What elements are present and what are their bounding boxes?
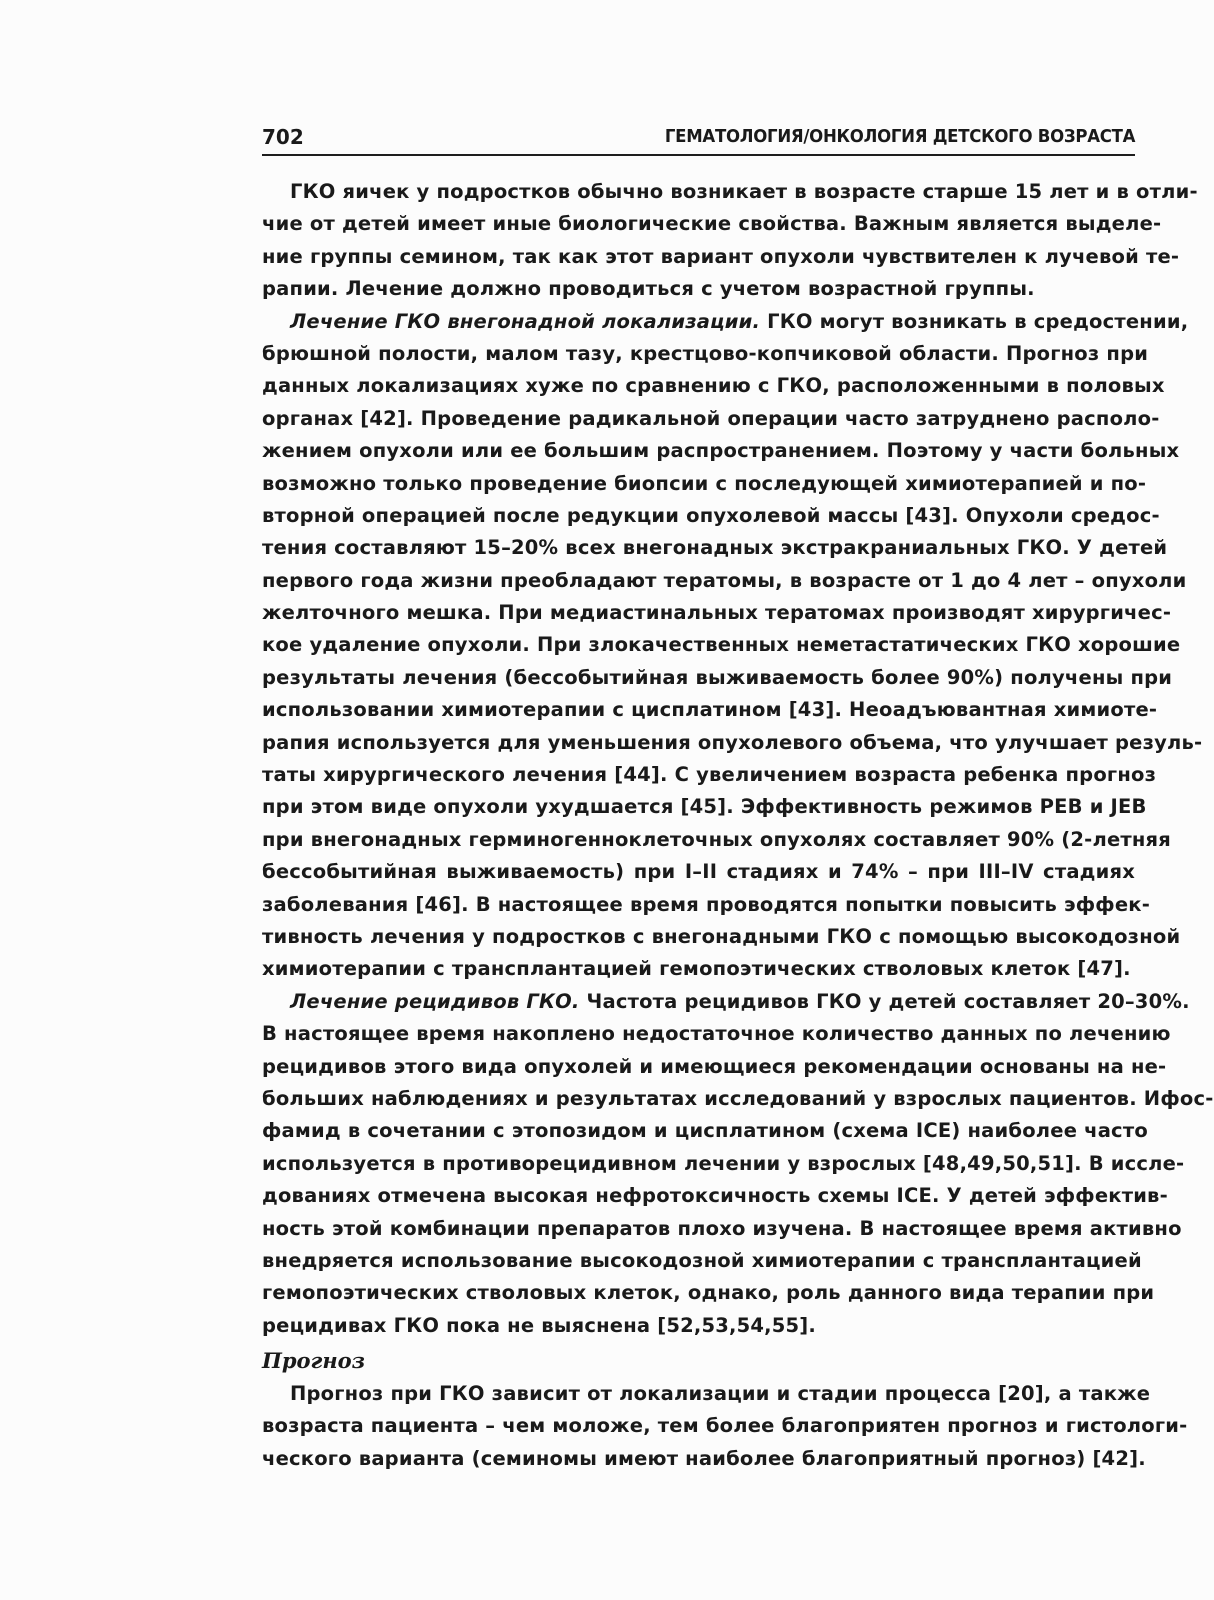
text-line: ность этой комбинации препаратов плохо изучена. В настоящее время активно: [262, 1216, 1182, 1240]
text-line: В настоящее время накоплено недостаточное количество данных по лечению: [262, 1022, 1171, 1046]
text-line: бессобытийная выживаемость) при I–II стадиях и 74% – при III–IV стадиях: [262, 860, 1135, 884]
text-line: кое удаление опухоли. При злокачественных неметастатических ГКО хорошие: [262, 633, 1181, 657]
text-line: фамид в сочетании с этопозидом и цисплатином (схема ICE) наиболее часто: [262, 1119, 1148, 1143]
paragraph-lead: Лечение ГКО внегонадной локализации.: [290, 309, 761, 333]
text-line: [262, 306, 1189, 338]
text-line: используется в противорецидивном лечении у взрослых [48,49,50,51]. В иссле-: [262, 1151, 1185, 1175]
text-line: больших наблюдениях и результатах исследований у взрослых пациентов. Ифос-: [262, 1086, 1214, 1110]
text-line: первого года жизни преобладают тератомы, в возрасте от 1 до 4 лет – опухоли: [262, 568, 1187, 592]
text-line: при внегонадных герминогенноклеточных опухолях составляет 90% (2-летняя: [262, 827, 1171, 851]
text-line: тения составляют 15–20% всех внегонадных экстракраниальных ГКО. У детей: [262, 536, 1168, 560]
text-line: брюшной полости, малом тазу, крестцово-копчиковой области. Прогноз при: [262, 341, 1149, 365]
text-line: рапия используется для уменьшения опухолевого объема, что улучшает резуль-: [262, 730, 1203, 754]
text-line: ние группы семином, так как этот вариант опухоли чувствителен к лучевой те-: [262, 244, 1180, 268]
text-line: внедряется использование высокодозной химиотерапии с трансплантацией: [262, 1248, 1142, 1272]
paragraph-lead: Лечение рецидивов ГКО.: [290, 989, 580, 1013]
text-line: органах [42]. Проведение радикальной операции часто затруднено располо-: [262, 406, 1160, 430]
text-line: данных локализациях хуже по сравнению с ГКО, расположенными в половых: [262, 374, 1165, 398]
text-run: ГКО могут возникать в средостении,: [760, 309, 1189, 333]
text-line: рецидивах ГКО пока не выяснена [52,53,54,55].: [262, 1313, 817, 1337]
section-heading-prognosis: Прогноз: [262, 1348, 366, 1374]
text-line: рецидивов этого вида опухолей и имеющиеся рекомендации основаны на не-: [262, 1054, 1167, 1078]
page-header: [262, 124, 1135, 156]
text-line: Прогноз при ГКО зависит от локализации и стадии процесса [20], а также: [290, 1382, 1151, 1406]
page-number: 702: [262, 125, 304, 149]
text-run: Частота рецидивов ГКО у детей составляет 20–30%.: [579, 989, 1190, 1013]
running-head: ГЕМАТОЛОГИЯ/ОНКОЛОГИЯ ДЕТСКОГО ВОЗРАСТА: [664, 126, 1135, 147]
paragraph-extragonadal-treatment: [262, 306, 1203, 986]
text-line: ГКО яичек у подростков обычно возникает в возрасте старше 15 лет и в отли-: [290, 180, 1198, 203]
text-line: вторной операцией после редукции опухолевой массы [43]. Опухоли средос-: [262, 503, 1160, 527]
text-line: гемопоэтических стволовых клеток, однако, роль данного вида терапии при: [262, 1281, 1155, 1305]
text-line: химиотерапии с трансплантацией гемопоэтических стволовых клеток [47].: [262, 957, 1131, 981]
text-line: дованиях отмечена высокая нефротоксичность схемы ICE. У детей эффектив-: [262, 1184, 1168, 1208]
text-line: жением опухоли или ее большим распространением. Поэтому у части больных: [262, 439, 1180, 463]
text-line: возраста пациента – чем моложе, тем более благоприятен прогноз и гистологи-: [262, 1414, 1188, 1438]
paragraph-testicular-gct: [262, 176, 1198, 306]
paragraph-prognosis: [262, 1378, 1188, 1475]
text-line: желточного мешка. При медиастинальных тератомах производят хирургичес-: [262, 601, 1172, 625]
text-line: таты хирургического лечения [44]. С увеличением возраста ребенка прогноз: [262, 763, 1157, 787]
text-line: заболевания [46]. В настоящее время проводятся попытки повысить эффек-: [262, 892, 1151, 916]
text-line: результаты лечения (бессобытийная выживаемость более 90%) получены при: [262, 665, 1173, 689]
text-line: при этом виде опухоли ухудшается [45]. Эффективность режимов PEB и JEB: [262, 795, 1147, 819]
text-line: тивность лечения у подростков с внегонадными ГКО с помощью высокодозной: [262, 924, 1181, 948]
text-line: чие от детей имеет иные биологические свойства. Важным является выделе-: [262, 212, 1162, 236]
text-line: рапии. Лечение должно проводиться с учетом возрастной группы.: [262, 277, 1035, 301]
text-line: ческого варианта (семиномы имеют наиболее благоприятный прогноз) [42].: [262, 1446, 1146, 1470]
text-line: возможно только проведение биопсии с последующей химиотерапией и по-: [262, 471, 1147, 495]
text-line: [262, 986, 1190, 1018]
body-text: [262, 176, 1214, 1475]
text-line: использовании химиотерапии с цисплатином [43]. Неоадъювантная химиоте-: [262, 698, 1158, 722]
paragraph-relapse-treatment: [262, 986, 1214, 1342]
